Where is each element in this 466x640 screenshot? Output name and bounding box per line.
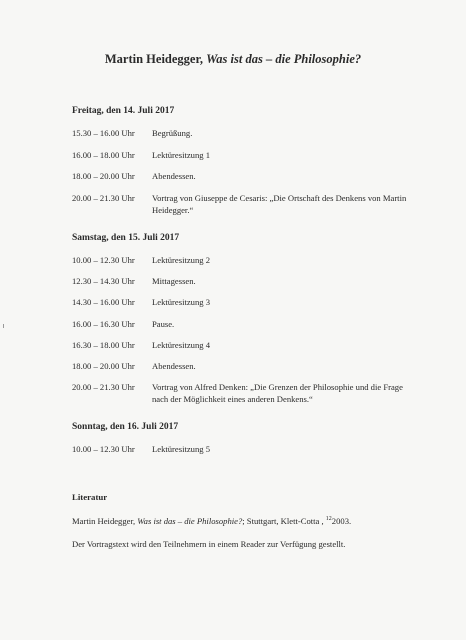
schedule-time: 15.30 – 16.00 Uhr [72, 128, 135, 138]
day-heading-friday: Freitag, den 14. Juli 2017 [72, 106, 175, 116]
schedule-event: Lektüresitzung 2 [152, 255, 210, 265]
literature-note: Der Vortragstext wird den Teilnehmern in einem Reader zur Verfügung gestellt. [72, 539, 346, 549]
schedule-time: 20.00 – 21.30 Uhr [72, 193, 135, 203]
schedule-time: 16.00 – 16.30 Uhr [72, 319, 135, 329]
schedule-event: Vortrag von Alfred Denken: „Die Grenzen der Philosophie und die Frage nach der Möglichkeit eines anderen Denkens.“ [152, 382, 403, 404]
schedule-event: Lektüresitzung 5 [152, 444, 210, 454]
ref-publisher: ; Stuttgart, Klett-Cotta , [242, 516, 326, 526]
page-title [0, 52, 466, 67]
schedule-time: 10.00 – 12.30 Uhr [72, 255, 135, 265]
ref-edition: 12 [325, 516, 332, 523]
schedule-event: Abendessen. [152, 171, 196, 181]
schedule-event: Pause. [152, 319, 175, 329]
title-work: Was ist das – die Philosophie? [206, 52, 362, 66]
literature-heading: Literatur [72, 492, 108, 502]
schedule-time: 10.00 – 12.30 Uhr [72, 444, 135, 454]
schedule-time: 16.30 – 18.00 Uhr [72, 340, 135, 350]
schedule-time: 16.00 – 18.00 Uhr [72, 150, 135, 160]
schedule-time: 18.00 – 20.00 Uhr [72, 171, 135, 181]
day-heading-sunday: Sonntag, den 16. Juli 2017 [72, 422, 179, 432]
schedule-event: Lektüresitzung 3 [152, 297, 210, 307]
ref-title: Was ist das – die Philosophie? [137, 516, 243, 526]
day-heading-saturday: Samstag, den 15. Juli 2017 [72, 233, 180, 243]
literature-reference [72, 516, 351, 526]
schedule-event: Mittagessen. [152, 276, 196, 286]
schedule-event: Lektüresitzung 1 [152, 150, 210, 160]
ref-author: Martin Heidegger, [72, 516, 138, 526]
schedule-event: Lektüresitzung 4 [152, 340, 210, 350]
schedule-event: Vortrag von Giuseppe de Cesaris: „Die Ortschaft des Denkens von Martin Heidegger.“ [152, 193, 407, 215]
schedule-time: 14.30 – 16.00 Uhr [72, 297, 135, 307]
title-author: Martin Heidegger, [104, 52, 203, 66]
schedule-time: 12.30 – 14.30 Uhr [72, 276, 135, 286]
ref-year: 2003. [331, 516, 352, 526]
schedule-time: 20.00 – 21.30 Uhr [72, 382, 135, 392]
schedule-time: 18.00 – 20.00 Uhr [72, 361, 135, 371]
scan-mark [3, 324, 4, 328]
schedule-event: Begrüßung. [152, 128, 193, 138]
schedule-event: Abendessen. [152, 361, 196, 371]
